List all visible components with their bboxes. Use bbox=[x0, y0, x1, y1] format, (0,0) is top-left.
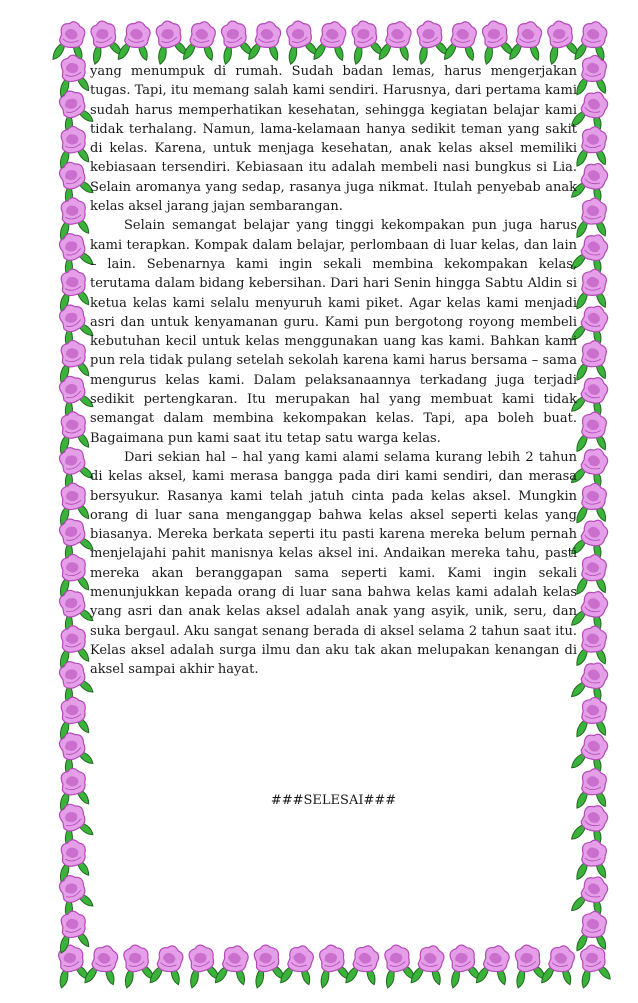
rose-ornament-icon bbox=[57, 268, 89, 311]
document-body bbox=[90, 62, 577, 680]
rose-ornament-icon bbox=[577, 482, 609, 525]
rose-ornament-icon bbox=[380, 943, 415, 988]
rose-ornament-icon bbox=[57, 553, 89, 596]
rose-ornament-icon bbox=[150, 943, 186, 989]
rose-ornament-icon bbox=[577, 696, 609, 739]
rose-ornament-icon bbox=[57, 339, 89, 382]
ending-mark: ###SELESAI### bbox=[270, 793, 397, 808]
rose-ornament-icon bbox=[57, 411, 89, 454]
rose-ornament-icon bbox=[248, 19, 283, 64]
paragraph-1: yang menumpuk di rumah. Sudah badan lemas, harus mengerjakan tugas. Tapi, itu memang salah kami sendiri. Harusnya, dari pertama kami sudah harus memperhatikan kesehatan, sehingga kegiatan belajar kami tidak terhalang. Namun, lama-kelamaan hanya sedikit teman yang sakit di kelas. Karena, untuk menjaga kesehatan, anak kelas aksel memiliki kebiasaan tersendiri. Kebiasaan itu adalah membeli nasi bungkus si Lia. Selain aromanya yang sedap, rasanya juga nikmat. Itulah penyebab anak kelas aksel jarang jajan sembarangan. bbox=[90, 64, 577, 215]
rose-ornament-icon bbox=[314, 19, 349, 64]
rose-ornament-icon bbox=[543, 18, 579, 64]
rose-ornament-icon bbox=[118, 19, 153, 64]
rose-ornament-icon bbox=[577, 767, 609, 810]
rose-ornament-icon bbox=[412, 18, 448, 64]
rose-ornament-icon bbox=[282, 18, 318, 64]
rose-ornament-icon bbox=[577, 411, 609, 454]
rose-ornament-icon bbox=[541, 943, 577, 989]
rose-ornament-icon bbox=[346, 943, 382, 989]
rose-ornament-icon bbox=[151, 18, 187, 64]
rose-ornament-icon bbox=[119, 943, 154, 988]
rose-ornament-icon bbox=[577, 839, 609, 882]
rose-ornament-icon bbox=[315, 943, 350, 988]
rose-ornament-icon bbox=[215, 943, 251, 989]
rose-ornament-icon bbox=[411, 943, 447, 989]
rose-ornament-icon bbox=[54, 943, 89, 988]
rose-ornament-icon bbox=[511, 943, 546, 988]
rose-ornament-icon bbox=[250, 943, 285, 988]
rose-ornament-icon bbox=[444, 19, 479, 64]
rose-ornament-icon bbox=[57, 482, 89, 525]
rose-ornament-icon bbox=[478, 18, 514, 64]
rose-ornament-icon bbox=[347, 18, 383, 64]
rose-ornament-icon bbox=[476, 943, 512, 989]
rose-ornament-icon bbox=[577, 553, 609, 596]
rose-ornament-icon bbox=[280, 943, 316, 989]
rose-ornament-icon bbox=[85, 943, 121, 989]
paragraph-2: Selain semangat belajar yang tinggi kekompakan pun juga harus kami terapkan. Kompak dalam belajar, perlombaan di luar kelas, dan lain – lain. Sebenarnya kami ingin sekali membina kekompakan kelas, terutama dalam bidang kebersihan. Dari hari Senin hingga Sabtu Aldin si ketua kelas kami selalu menyuruh kami piket. Agar kelas kami menjadi asri dan untuk kenyamanan guru. Kami pun bergotong royong membeli kebutuhan kecil untuk kelas menggunakan uang kas kami. Bahkan kami pun rela tidak pulang setelah sekolah karena kami harus bersama – sama mengurus kelas kami. Dalam pelaksanaannya terkadang juga terjadi sedikit pertengkaran. Itu merupakan hal yang membuat kami tidak semangat dalam membina kekompakan kelas. Tapi, apa boleh buat. Bagaimana pun kami saat itu tetap satu warga kelas. bbox=[90, 218, 577, 446]
rose-ornament-icon bbox=[57, 839, 89, 882]
rose-ornament-icon bbox=[57, 767, 89, 810]
rose-ornament-icon bbox=[57, 625, 89, 668]
rose-ornament-icon bbox=[57, 54, 89, 97]
rose-ornament-icon bbox=[379, 19, 414, 64]
paragraph-3: Dari sekian hal – hal yang kami alami selama kurang lebih 2 tahun di kelas aksel, kami merasa bangga pada diri kami sendiri, dan merasa bersyukur. Rasanya kami telah jatuh cinta pada kelas aksel. Mungkin orang di luar sana menganggap bahwa kelas aksel seperti kelas yang biasanya. Mereka berkata seperti itu pasti karena mereka belum pernah menjelajahi pahit manisnya kelas aksel ini. Andaikan mereka tahu, pasti mereka akan beranggapan sama seperti kami. Kami ingin sekali menunjukkan kepada orang di luar sana bahwa kelas kami adalah kelas yang asri dan anak kelas aksel adalah anak yang asyik, unik, seru, dan suka bergaul. Aku sangat senang berada di aksel selama 2 tahun saat itu. Kelas aksel adalah surga ilmu dan aku tak akan melupakan kenangan di aksel sampai akhir hayat. bbox=[90, 449, 577, 678]
rose-ornament-icon bbox=[576, 943, 611, 988]
rose-ornament-icon bbox=[86, 18, 122, 64]
rose-ornament-icon bbox=[577, 197, 609, 240]
rose-ornament-icon bbox=[509, 19, 544, 64]
rose-ornament-icon bbox=[577, 339, 609, 382]
rose-ornament-icon bbox=[183, 19, 218, 64]
rose-ornament-icon bbox=[577, 125, 609, 168]
rose-ornament-icon bbox=[577, 625, 609, 668]
rose-ornament-icon bbox=[217, 18, 253, 64]
rose-ornament-icon bbox=[577, 268, 609, 311]
rose-ornament-icon bbox=[57, 696, 89, 739]
rose-ornament-icon bbox=[184, 943, 219, 988]
rose-ornament-icon bbox=[445, 943, 480, 988]
rose-ornament-icon bbox=[57, 125, 89, 168]
rose-ornament-icon bbox=[577, 54, 609, 97]
rose-ornament-icon bbox=[57, 197, 89, 240]
